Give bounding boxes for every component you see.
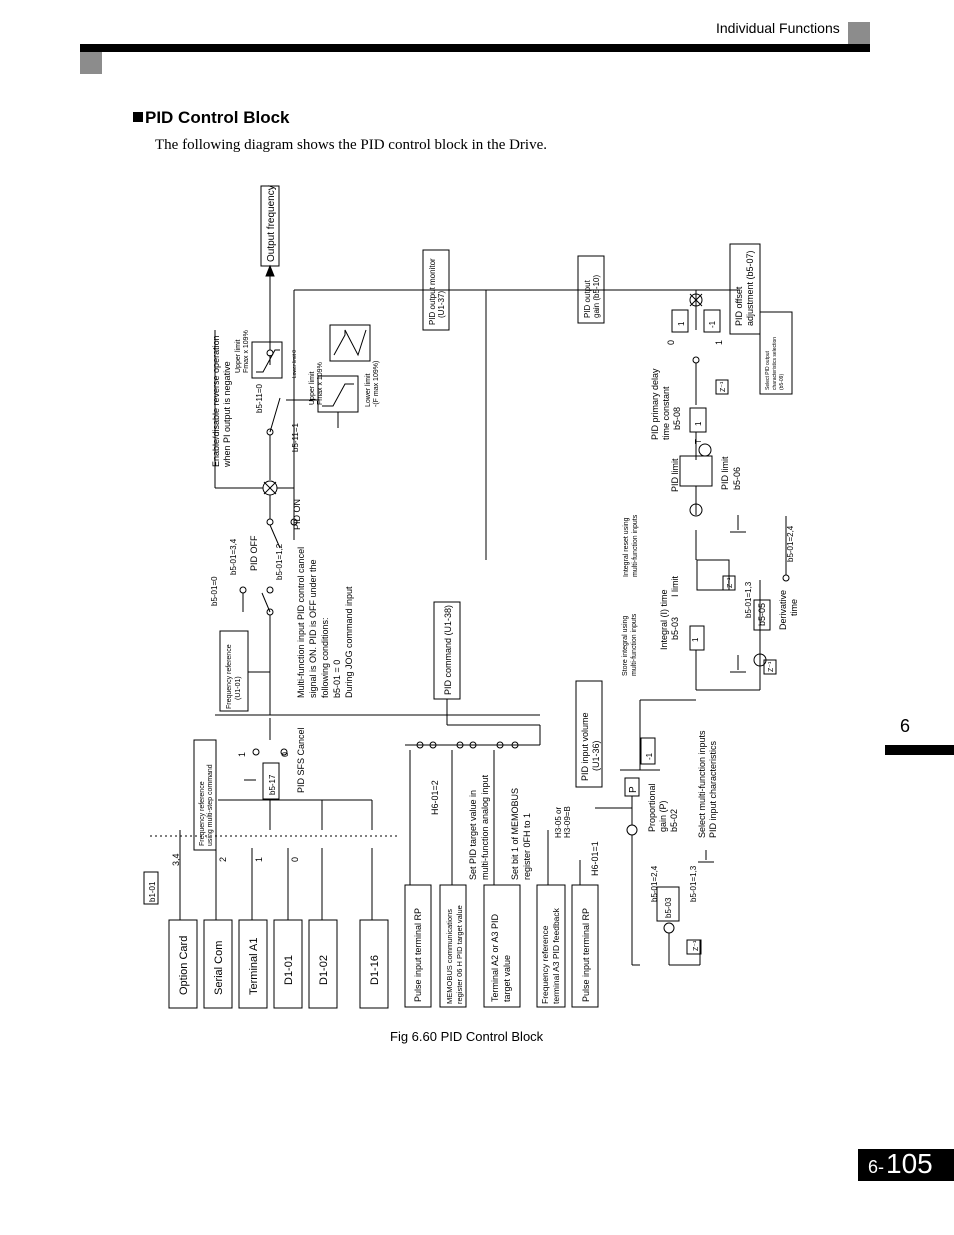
output-frequency-label: Output frequency (266, 185, 277, 262)
pid-output-monitor-label: PID output monitor (428, 258, 437, 325)
store-integral-2: multi-function inputs (631, 613, 638, 676)
upper-limit-1: Upper limit (235, 339, 242, 373)
delay-block-t: T (694, 439, 703, 444)
pid-output-monitor-param: (U1-37) (437, 290, 446, 318)
h3-05-2: H3-09=B (563, 806, 572, 838)
pid-input-volume-2: (U1-36) (591, 740, 601, 771)
b5-01-34-label: b5-01=3,4 (229, 538, 238, 575)
minus-one-block-label: -1 (708, 320, 717, 328)
b5-03-low: b5-03 (664, 897, 673, 918)
integral-reset-1: Integral reset using (623, 517, 630, 577)
pid-on-label: PID ON (292, 498, 302, 530)
chapter-number: 6 (900, 716, 911, 736)
pid-sfs-cancel-label: PID SFS Cancel (296, 727, 306, 793)
in-pulse-rp: Pulse input terminal RP (413, 907, 423, 1002)
pid-offset-param: adjustment (b5-07) (745, 250, 755, 326)
src-d1-16: D1-16 (369, 955, 381, 985)
sel-2-label: 2 (218, 856, 228, 862)
select-pid-output-2: characteristics selection (772, 336, 778, 390)
freq-multistep-2: using multi-step command (207, 764, 214, 846)
src-serial-com: Serial Com (213, 940, 225, 995)
lower-limit-0: Lower limit 0 (292, 349, 298, 378)
set-bit-1: Set bit 1 of MEMOBUS (510, 787, 520, 880)
freq-ref-label-1: Frequency reference (226, 644, 233, 709)
upper-limit-2: Fmax x 109% (243, 330, 250, 373)
set-pid-target-1: Set PID target value in (468, 789, 478, 880)
mfi-cancel-2: signal is ON. PID is OFF under the (308, 559, 318, 698)
section-title-text: PID Control Block (145, 108, 290, 127)
b5-01-24-label: b5-01=2,4 (786, 525, 795, 562)
mfi-cancel-3: following conditions: (320, 617, 330, 698)
set-bit-2: register 0FH to 1 (522, 812, 532, 880)
h6-01-1-label: H6-01=1 (590, 841, 600, 876)
page-number-prefix: 6- (868, 1157, 885, 1177)
page-number: 105 (886, 1148, 933, 1179)
h6-01-2-label: H6-01=2 (430, 780, 440, 815)
integral-block-one: 1 (691, 637, 700, 642)
pid-off-label: PID OFF (249, 535, 259, 571)
select-pid-output-1: Select PID output (765, 351, 771, 390)
pid-output-gain-param: gain (b5-10) (592, 274, 601, 318)
mfi-cancel-1: Multi-function input PID control cancel (296, 546, 306, 698)
freq-ref-label-2: (U1-01) (235, 676, 242, 700)
integral-time-1: Integral (I) time (659, 589, 669, 650)
pid-limit-param-2: b5-06 (732, 466, 742, 490)
in-pulse-rp2: Pulse input terminal RP (581, 907, 591, 1002)
in-memobus-2: register 06 H PID target value (455, 905, 464, 1004)
i-limit-label: I limit (670, 576, 680, 597)
sw-0-label: 0 (280, 751, 290, 757)
prop-gain-1: Proportional (647, 783, 657, 832)
store-integral-1: Store integral using (622, 615, 629, 676)
z-inverse-derivative: Z⁻¹ (768, 661, 775, 672)
lower-limit-2: -(F max 109%) (373, 360, 380, 407)
upper-limit-4: Fmax x 109% (317, 362, 324, 405)
src-d1-01: D1-01 (283, 955, 295, 985)
lower-limit-1: Lower limit (365, 373, 372, 407)
section-intro: The following diagram shows the PID control block in the Drive. (155, 137, 548, 153)
b5-11-0-label: b5-11=0 (255, 384, 264, 413)
p-block-label: P (628, 786, 639, 793)
z-inverse-delay: Z⁻¹ (720, 381, 727, 392)
select-mfi-2: PID input characteristics (708, 740, 718, 838)
sel-34-label: 3,4 (171, 853, 181, 866)
freq-multistep-1: Frequency reference (199, 781, 206, 846)
prop-gain-2: gain (P) (658, 800, 668, 832)
header-section-label: Individual Functions (716, 20, 840, 36)
derivative-1: Derivative (778, 589, 788, 630)
src-terminal-a1: Terminal A1 (248, 937, 260, 995)
pid-offset-label: PID offset (734, 286, 744, 326)
sel-0-label: 0 (290, 856, 300, 862)
b5-01-13-label: b5-01=1,3 (744, 581, 753, 618)
select-mfi-1: Select multi-function inputs (697, 730, 707, 838)
src-option-card: Option Card (178, 935, 190, 995)
pid-command-label: PID command (U1-38) (443, 604, 453, 695)
integral-time-2: b5-03 (670, 616, 680, 640)
sel-1-label: 1 (254, 856, 264, 862)
z-inverse-low: Z⁻¹ (693, 940, 700, 951)
delay-1: PID primary delay (650, 368, 660, 440)
pid-limit-param-1: PID limit (720, 456, 730, 490)
h3-05-1: H3-05 or (554, 806, 563, 838)
chapter-tab-bar (885, 745, 954, 755)
in-terminal-2: target value (502, 954, 512, 1002)
b5-01-0-label: b5-01=0 (210, 576, 219, 606)
set-pid-target-2: multi-function analog input (480, 774, 490, 880)
pid-limit-label: PID limit (670, 458, 680, 492)
b5-01-13-low: b5-01=1,3 (689, 865, 698, 902)
enable-reverse-2: when PI output is negative (222, 361, 232, 467)
z-inverse-integral: Z⁻¹ (727, 577, 734, 588)
delay-3: b5-08 (672, 406, 682, 430)
in-freq-ref-1: Frequency reference (540, 925, 550, 1004)
page-number-box (858, 1149, 954, 1181)
delay-block-one: 1 (694, 421, 703, 426)
select-pid-output-3: (b5-09) (779, 373, 785, 390)
delay-2: time constant (661, 386, 671, 440)
b5-05-label: b5-05 (757, 602, 767, 626)
one-block-label: 1 (677, 321, 686, 326)
b5-01-24-low: b5-01=2,4 (650, 865, 659, 902)
src-d1-02: D1-02 (318, 955, 330, 985)
prop-gain-3: b5-02 (669, 808, 679, 832)
derivative-2: time (789, 598, 799, 616)
b5-01-12-label: b5-01=1,2 (275, 543, 284, 580)
sw-1-label: 1 (237, 751, 247, 757)
enable-reverse-1: Enable/disable reverse operation (211, 335, 221, 467)
b1-01-label: b1-01 (148, 881, 157, 902)
b5-17-label: b5-17 (268, 774, 277, 795)
integral-reset-2: multi-function inputs (632, 514, 639, 577)
one-label: 1 (714, 339, 724, 345)
mfi-cancel-5: During JOG command input (344, 586, 354, 698)
zero-label: 0 (666, 339, 676, 345)
figure-caption: Fig 6.60 PID Control Block (390, 1029, 544, 1044)
in-terminal-1: Terminal A2 or A3 PID (490, 913, 500, 1002)
minus-1-label: -1 (645, 752, 654, 760)
b5-11-1-label: b5-11=1 (291, 423, 300, 452)
upper-limit-3: Upper limit (309, 371, 316, 405)
pid-input-volume-1: PID input volume (580, 712, 590, 781)
pid-output-gain-label: PID output (583, 280, 592, 318)
in-memobus-1: MEMOBUS communications (445, 908, 454, 1004)
in-freq-ref-2: terminal A3 PID feedback (551, 908, 561, 1004)
mfi-cancel-4: b5-01 = 0 (332, 659, 342, 698)
